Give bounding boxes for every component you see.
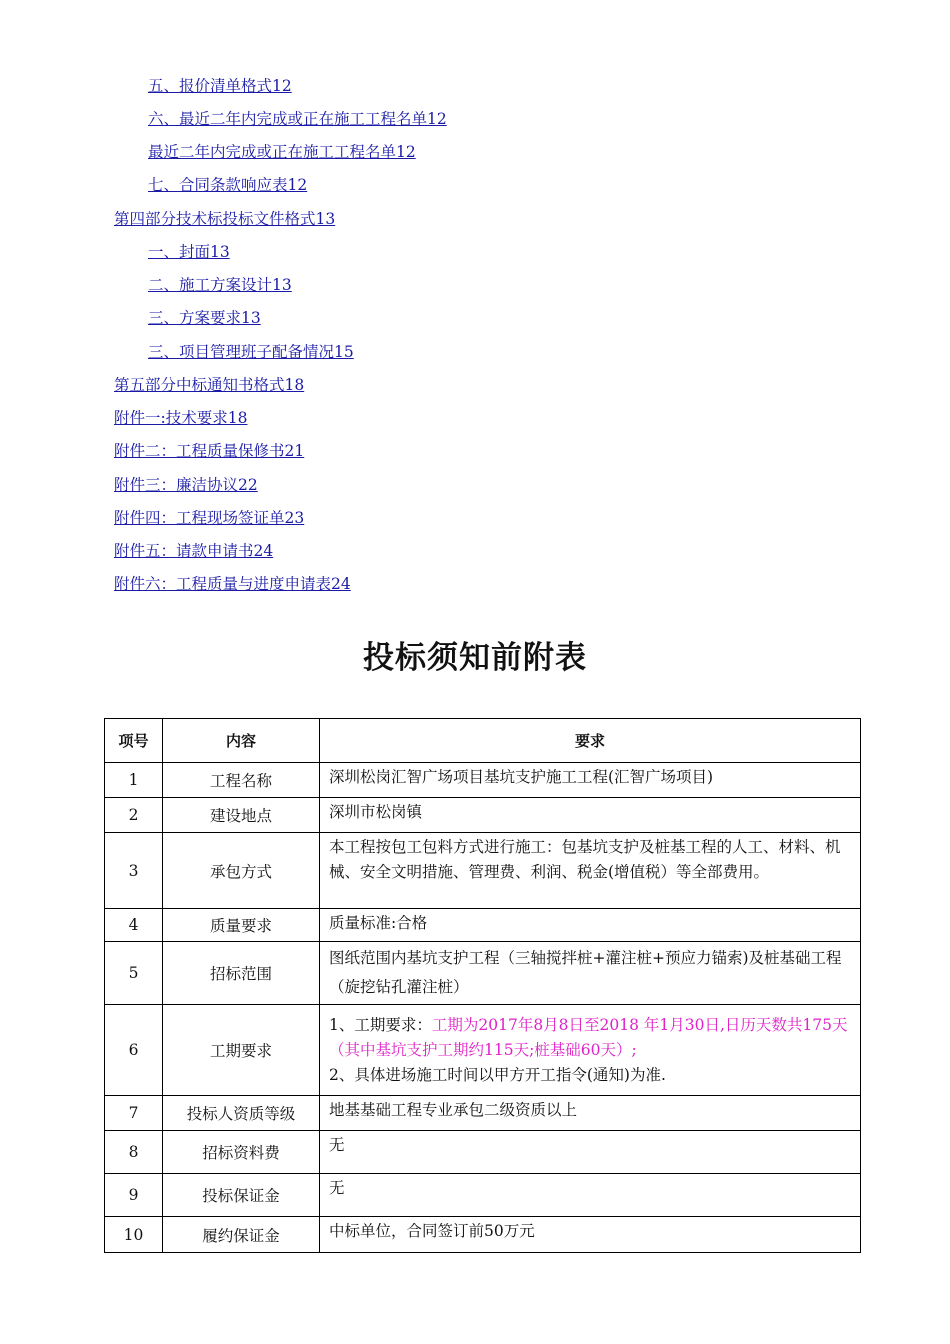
toc-link[interactable]: 最近二年内完成或正在施工工程名单12 [148, 143, 416, 161]
row-requirement: 本工程按包工包料方式进行施工：包基坑支护及桩基工程的人工、材料、机械、安全文明措施、管理费、利润、税金(增值税）等全部费用。 [320, 833, 861, 909]
table-row [105, 1217, 861, 1253]
row-item: 工期要求 [163, 1005, 320, 1096]
table-row [105, 763, 861, 798]
row-number: 10 [105, 1217, 163, 1253]
row-item: 履约保证金 [163, 1217, 320, 1253]
toc-link[interactable]: 一、封面13 [148, 243, 230, 261]
column-header: 项号 [105, 719, 163, 763]
row-number: 7 [105, 1096, 163, 1131]
requirement-line: 2、具体进场施工时间以甲方开工指令(通知)为准. [329, 1065, 666, 1084]
row-item: 投标保证金 [163, 1174, 320, 1217]
requirement-highlight: 工期为2017年8月8日至2018 年1月30日,日历天数共175天（其中基坑支护工期约115天;桩基础60天）; [329, 1015, 848, 1059]
toc-link[interactable]: 七、合同条款响应表12 [148, 176, 308, 194]
table-row [105, 1131, 861, 1174]
toc-link[interactable]: 二、施工方案设计13 [148, 276, 292, 294]
row-requirement: 中标单位，合同签订前50万元 [320, 1217, 861, 1253]
row-item: 招标范围 [163, 942, 320, 1005]
column-header: 内容 [163, 719, 320, 763]
table-row [105, 909, 861, 942]
row-number: 6 [105, 1005, 163, 1096]
toc-link[interactable]: 三、项目管理班子配备情况15 [148, 343, 354, 361]
row-requirement: 无 [320, 1131, 861, 1174]
toc-link[interactable]: 附件三：廉洁协议22 [114, 476, 258, 494]
row-item: 工程名称 [163, 763, 320, 798]
row-item: 招标资料费 [163, 1131, 320, 1174]
row-requirement: 地基基础工程专业承包二级资质以上 [320, 1096, 861, 1131]
toc-link[interactable]: 附件一:技术要求18 [114, 409, 248, 427]
table-row [105, 1005, 861, 1096]
table-row [105, 942, 861, 1005]
row-number: 9 [105, 1174, 163, 1217]
toc-link[interactable]: 五、报价清单格式12 [148, 77, 292, 95]
row-number: 1 [105, 763, 163, 798]
table-row [105, 1096, 861, 1131]
row-number: 2 [105, 798, 163, 833]
row-item: 质量要求 [163, 909, 320, 942]
row-item: 建设地点 [163, 798, 320, 833]
row-requirement: 深圳松岗汇智广场项目基坑支护施工工程(汇智广场项目) [320, 763, 861, 798]
row-number: 4 [105, 909, 163, 942]
section-heading: 投标须知前附表 [363, 640, 587, 676]
row-requirement [320, 1005, 861, 1096]
bid-instructions-table [104, 718, 861, 1253]
row-requirement: 无 [320, 1174, 861, 1217]
toc-link[interactable]: 附件四：工程现场签证单23 [114, 509, 305, 527]
toc-link[interactable]: 附件二：工程质量保修书21 [114, 442, 305, 460]
toc-link[interactable]: 附件五：请款申请书24 [114, 542, 274, 560]
row-item: 投标人资质等级 [163, 1096, 320, 1131]
table-row [105, 798, 861, 833]
toc-link[interactable]: 附件六：工程质量与进度申请表24 [114, 575, 351, 593]
requirement-prefix: 1、工期要求： [329, 1015, 432, 1034]
row-requirement: 图纸范围内基坑支护工程（三轴搅拌桩+灌注桩+预应力锚索)及桩基础工程（旋挖钻孔灌注桩） [320, 942, 861, 1005]
row-number: 8 [105, 1131, 163, 1174]
toc-link[interactable]: 六、最近二年内完成或正在施工工程名单12 [148, 110, 447, 128]
toc-link[interactable]: 第四部分技术标投标文件格式13 [114, 210, 336, 228]
table-header-row [105, 719, 861, 763]
table-row [105, 1174, 861, 1217]
row-requirement: 深圳市松岗镇 [320, 798, 861, 833]
row-number: 3 [105, 833, 163, 909]
row-number: 5 [105, 942, 163, 1005]
toc-link[interactable]: 第五部分中标通知书格式18 [114, 376, 305, 394]
toc-link[interactable]: 三、方案要求13 [148, 309, 261, 327]
row-requirement: 质量标准:合格 [320, 909, 861, 942]
column-header: 要求 [320, 719, 861, 763]
table-row [105, 833, 861, 909]
row-item: 承包方式 [163, 833, 320, 909]
